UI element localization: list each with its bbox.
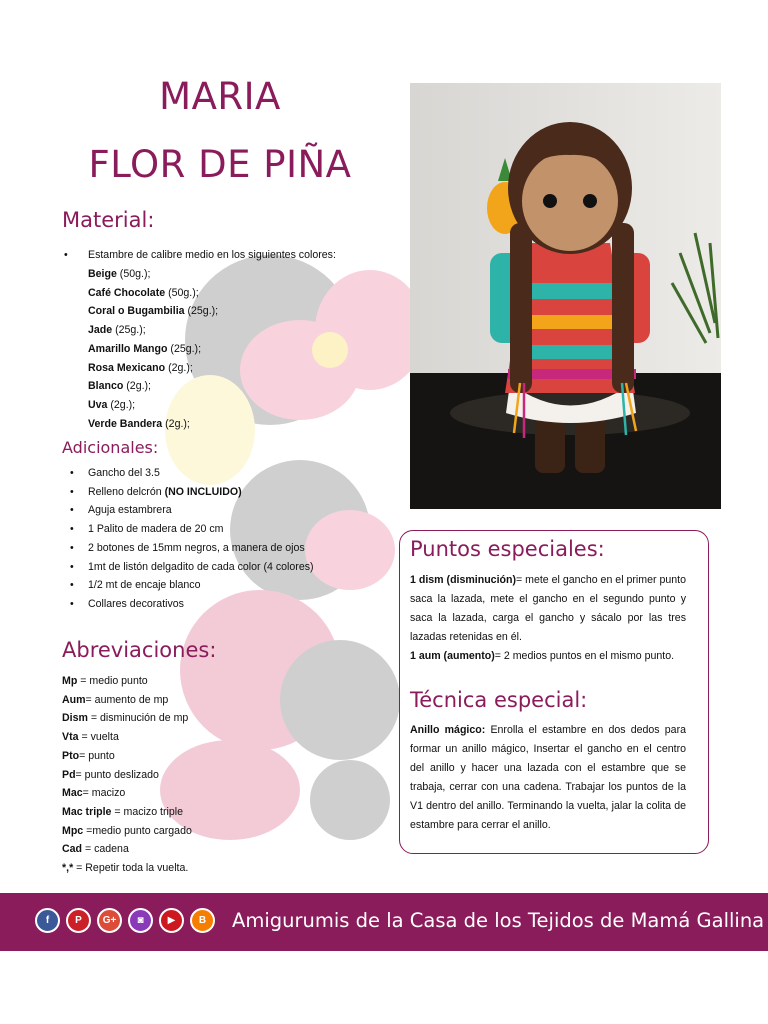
color-item: Coral o Bugambilia (25g.);	[88, 305, 219, 318]
facebook-icon[interactable]: f	[35, 908, 60, 933]
material-intro: • Estambre de calibre medio en los siguientes colores:	[64, 246, 384, 265]
aum-definition: 1 aum (aumento)= 2 medios puntos en el mismo punto.	[410, 650, 675, 662]
abreviaciones-list	[62, 672, 362, 878]
abbr-item: Mp = medio punto	[62, 675, 148, 687]
abbr-item: Pto= punto	[62, 749, 115, 762]
dism-definition: 1 dism (disminución)= mete el gancho en el primer punto saca la lazada, mete el gancho en el segundo punto y saca la lazada, carga el gancho y sácalo por las tres lazadas retenidas en él.	[410, 574, 686, 643]
title-line-2: FLOR DE PIÑA	[88, 143, 352, 186]
adicional-item: • Collares decorativos	[70, 595, 370, 614]
google-plus-icon[interactable]: G+	[97, 908, 122, 933]
pinterest-icon[interactable]: P	[66, 908, 91, 933]
abreviaciones-heading: Abreviaciones:	[62, 638, 217, 662]
youtube-icon[interactable]: ▶	[159, 908, 184, 933]
color-list	[64, 265, 384, 433]
abbr-item: Cad = cadena	[62, 843, 129, 856]
doll-photo	[410, 83, 721, 509]
abbr-item: Pd= punto deslizado	[62, 768, 159, 781]
abbr-item: Mpc =medio punto cargado	[62, 824, 192, 837]
abbr-item: Dism = disminución de mp	[62, 712, 189, 725]
color-item: Beige (50g.);	[88, 268, 151, 280]
adicional-item: • 1/2 mt de encaje blanco	[70, 576, 370, 595]
adicional-item: • Gancho del 3.5	[70, 464, 370, 483]
blogger-icon[interactable]: B	[190, 908, 215, 933]
abbr-item: *,* = Repetir toda la vuelta.	[62, 862, 189, 875]
abbr-item: Mac triple = macizo triple	[62, 805, 183, 818]
adicional-item: • Aguja estambrera	[70, 501, 370, 520]
abbr-item: Vta = vuelta	[62, 731, 119, 744]
color-item: Café Chocolate (50g.);	[88, 286, 199, 299]
tecnica-heading: Técnica especial:	[410, 688, 588, 712]
adicional-item: • 1mt de listón delgadito de cada color (4 colores)	[70, 558, 370, 577]
adicional-item: • Relleno delcrón (NO INCLUIDO)	[70, 483, 370, 502]
material-heading: Material:	[62, 208, 155, 232]
puntos-especiales-box	[399, 530, 709, 854]
abbr-item: Mac= macizo	[62, 787, 126, 800]
material-list	[64, 246, 384, 265]
color-item: Uva (2g.);	[88, 398, 136, 411]
color-item: Amarillo Mango (25g.);	[88, 342, 202, 355]
abbr-item: Aum= aumento de mp	[62, 693, 169, 706]
adicional-item: • 2 botones de 15mm negros, a manera de ojos	[70, 539, 370, 558]
color-item: Blanco (2g.);	[88, 380, 151, 393]
footer-bar	[0, 893, 768, 951]
title-line-1: MARIA	[159, 75, 281, 118]
footer-text: Amigurumis de la Casa de los Tejidos de Mamá Gallina	[232, 909, 765, 932]
adicionales-heading: Adicionales:	[62, 438, 159, 457]
color-item: Jade (25g.);	[88, 324, 146, 337]
color-item: Rosa Mexicano (2g.);	[88, 361, 193, 374]
color-item: Verde Bandera (2g.);	[88, 417, 190, 430]
adicional-item: • 1 Palito de madera de 20 cm	[70, 520, 370, 539]
anillo-magico-definition: Anillo mágico: Enrolla el estambre en dos dedos para formar un anillo mágico, Insertar el gancho en el centro del anillo y hacer una lazada con el estambre que se trabaja, cerrar con una cadena. Trabajar los puntos de la V1 dentro del anillo. Terminando la vuelta, jalar la colita de estambre para cerrar el anillo.	[410, 724, 686, 831]
adicionales-list	[70, 464, 370, 614]
instagram-icon[interactable]: ◙	[128, 908, 153, 933]
puntos-heading: Puntos especiales:	[410, 537, 605, 561]
